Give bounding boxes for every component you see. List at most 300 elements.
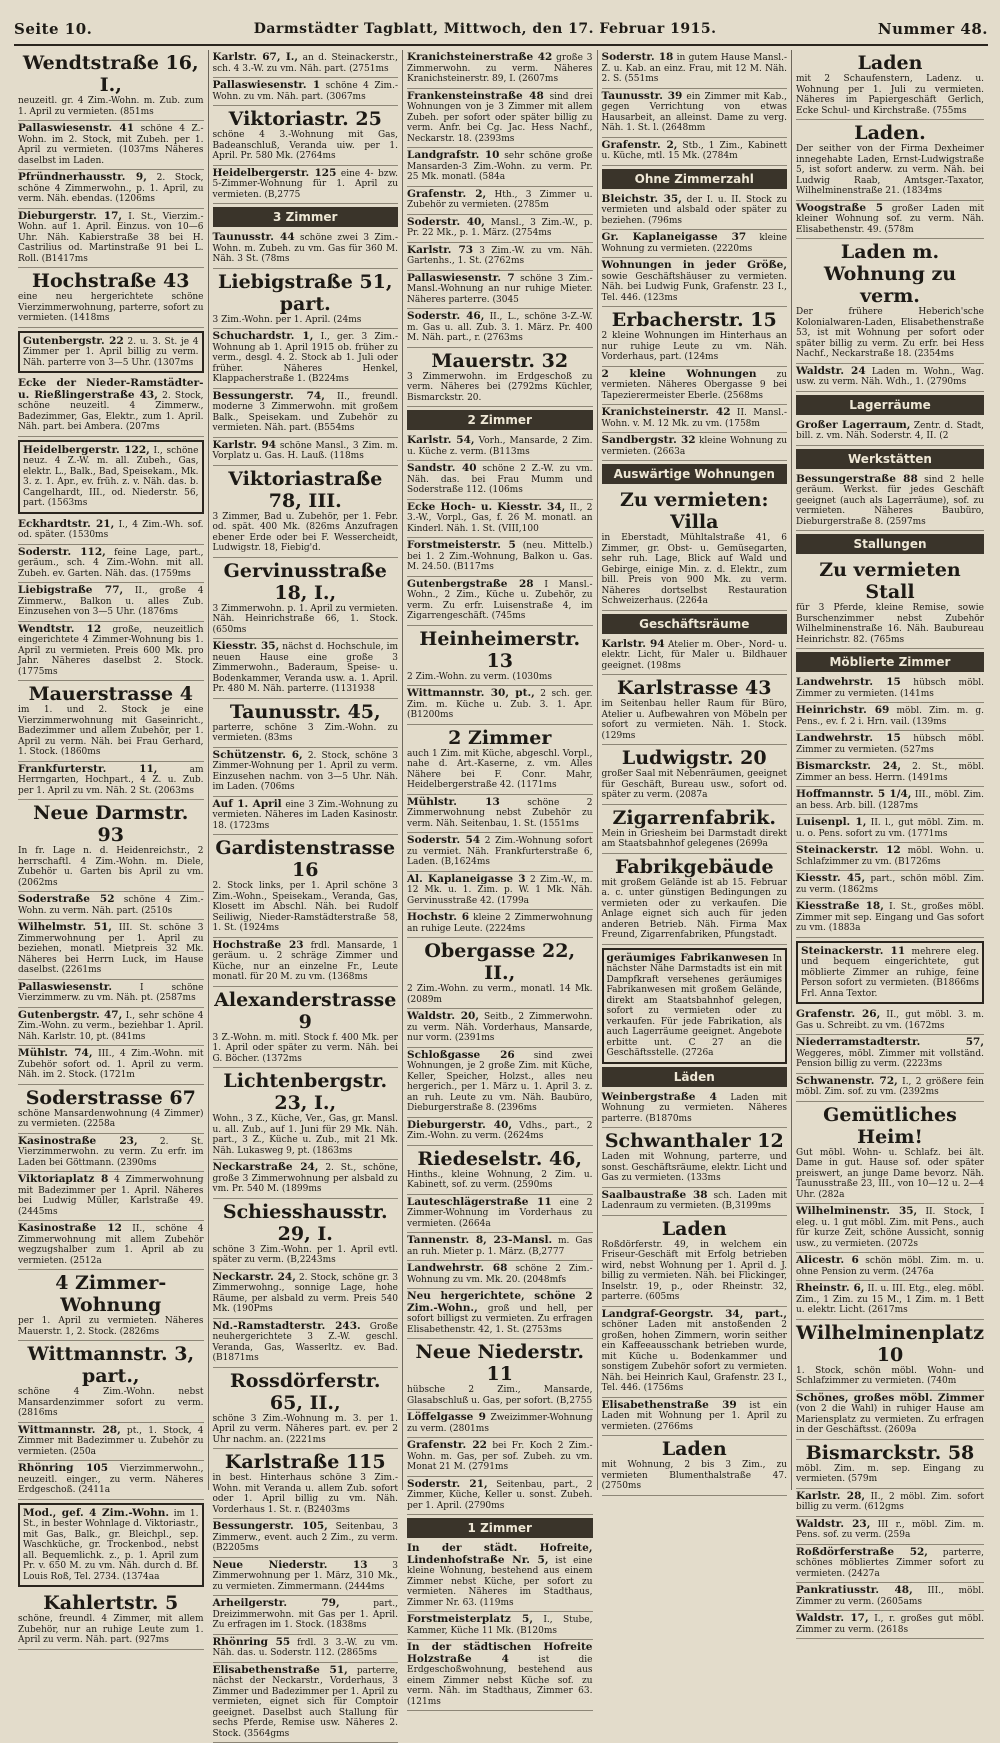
ad-heading: Karlstr. 94 [602, 638, 665, 650]
classified-ad [602, 192, 788, 231]
ad-text: schöne 3 Zim.-Wohn. per 1. April evtl. später zu verm. (B,2243ms [213, 1245, 399, 1266]
ad-heading: Laden [602, 1438, 788, 1460]
ad-text: 2 Zim.-Wohn. zu verm., monatl. 14 Mk. (2089m [407, 984, 593, 1005]
ad-text: ein Zimmer mit Kab., gegen Verrichtung von etwas Hausarbeit, an alleinst. Dame zu verg. Näh. 1. St. l. (2648mm [602, 92, 788, 134]
ad-heading: Sandbergstr. 32 [602, 434, 696, 446]
classified-ad [18, 920, 204, 980]
classified-ad [796, 703, 984, 731]
classified-ad [18, 800, 204, 892]
ad-heading: Wilhelminenplatz 10 [796, 1322, 984, 1366]
page-number: Seite 10. [14, 20, 92, 38]
classified-ad [796, 364, 984, 392]
ad-text: ist eine kleine Wohnung, bestehend aus einem Zimmer nebst Küche, per sofort zu vermieten. Näheres im Stadthaus, Zimmer Nr. 63. (119ms [407, 1556, 593, 1608]
ad-heading: Wilhelminenstr. 35, [796, 1205, 917, 1217]
ad-text: schöne Mansardenwohnung (4 Zimmer) zu vermieten. (2258a [18, 1109, 204, 1130]
classified-ad [213, 1519, 399, 1558]
ad-text: Hth., 3 Zimmer u. Zubehör zu vermieten. (2785m [407, 190, 593, 211]
ad-heading: Hochstr. 6 [407, 911, 469, 923]
classified-ad [796, 1440, 984, 1489]
ad-text: hübsch möbl. Zimmer zu vermieten. (527ms [796, 734, 984, 755]
ad-text: Gut möbl. Wohn- u. Schlafz. bei ält. Dame in gut. Hause sof. oder später preiswert, an junge Dame bevorz. Näh. Taunusstraße 23, III., von 10—12 u. 2—4 Uhr. (282a [796, 1148, 984, 1200]
column-3 [403, 50, 598, 1490]
ad-heading: 4 Zimmer-Wohnung [18, 1272, 204, 1316]
section-heading: Läden [602, 1067, 788, 1087]
classified-ad [407, 243, 593, 271]
ad-text: möbl. Zim. m. g. Pens., ev. f. 2 i. Hrn. vail. (139ms [796, 706, 984, 727]
classified-ad [213, 835, 399, 938]
classified-ad [602, 1216, 788, 1307]
ad-text: groß und hell, per sofort billigst zu vermieten. Zu erfragen Elisabethenstr. 42, 1. St. (2753ms [407, 1304, 593, 1335]
classified-ad [407, 89, 593, 149]
ad-heading: Waldstr. 17, [796, 1612, 869, 1624]
ad-heading: Bessungerstraße 88 [796, 473, 918, 485]
ad-heading: Neckarstr. 24, [213, 1271, 296, 1283]
classified-ad [602, 307, 788, 367]
ad-text: II., L., schöne 3-Z.-W. m. Gas u. all. Zub. 3. 1. März. Pr. 400 M. Näh. part., r. (2763ms [407, 312, 593, 343]
ad-heading: geräumiges Fabrikanwesen [607, 952, 769, 964]
ad-heading: Forstmeisterstr. 5 [407, 539, 516, 551]
column-5 [792, 50, 988, 1490]
ad-heading: Roßdörferstraße 52, [796, 1546, 928, 1558]
section-heading: 2 Zimmer [407, 410, 593, 430]
ad-heading: Soderstr. 40, [407, 216, 485, 228]
classified-ad [18, 209, 204, 269]
classified-ad [602, 487, 788, 611]
ad-heading: Kiesstr. 35, [213, 640, 280, 652]
page-header [14, 14, 988, 46]
ad-text: 2 kleine Wohnungen im Hinterhaus an nur ruhige Leute zu vm. Näh. Vorderhaus, part. (124ms [602, 331, 788, 362]
classified-ad [213, 438, 399, 466]
ad-heading: Bismarckstr. 58 [796, 1442, 984, 1464]
ad-text: frdl. Mansarde, 1 geräum. u. 2 schräge Zimmer und Küche, nur an einzelne Fr., Leute monatl. für 20 M. zu vm. (1368ms [213, 941, 399, 983]
ad-heading: 2 Zimmer [407, 727, 593, 749]
classified-ad [602, 230, 788, 258]
classified-ad [602, 405, 788, 433]
ad-heading: Luisenpl. 1, [796, 816, 866, 828]
ad-text: möbl. Wohn. u. Schlafzimmer zu vm. (B1726ms [796, 846, 984, 867]
classified-ad [213, 938, 399, 987]
ad-text: 3 Zimmerwohnung per 1. März, 310 Mk., zu vermieten. Zimmermann. (2444ms [213, 1561, 399, 1592]
ad-heading: Gutenbergstr. 47, [18, 1009, 122, 1021]
classified-ad [407, 500, 593, 539]
ad-heading: Pallaswiesenstr. 7 [407, 272, 515, 284]
ad-heading: Schloßgasse 26 [407, 1049, 515, 1061]
ad-text: große 3 Zimmerwohn. zu verm. Näheres Kranichsteinerstr. 89, I. (2607ms [407, 53, 593, 84]
classified-ad [407, 187, 593, 215]
ad-text: eine 4- bzw. 5-Zimmer-Wohnung für 1. April zu vermieten. (B,2775 [213, 169, 399, 200]
ad-heading: Schützenstr. 6, [213, 749, 303, 761]
ad-heading: Taunusstr. 39 [602, 90, 683, 102]
ad-heading: Auf 1. April [213, 798, 282, 810]
classified-ad [407, 1289, 593, 1339]
ad-text: 2 Zim.-Wohn. zu verm. (1030ms [407, 672, 552, 682]
ad-text: II. u. III. Etg., eleg. möbl. Zim., 1 Zim. zu 15 M., 1 Zim. m. 1 Bett u. elektr. Licht. (2617ms [796, 1284, 984, 1315]
ad-heading: Schwanthaler 12 [602, 1130, 788, 1152]
ad-heading: Kiesstr. 45, [796, 872, 865, 884]
ad-heading: Arheilgerstr. 79, [213, 1597, 340, 1609]
ad-heading: Waldstr. 24 [796, 365, 866, 377]
ad-text: möbl. Zim. m. sep. Eingang zu vermieten. (579m [796, 1464, 984, 1485]
ad-heading: Wittmannstr. 30, pt., [407, 687, 535, 699]
ad-text: I., Stube, Kammer, Küche 11 Mk. (B120ms [407, 1615, 593, 1636]
ad-heading: Hochstraße 43 [18, 270, 204, 292]
classified-ad [213, 797, 399, 836]
ad-text: Wohn., 3 Z., Küche, Ver., Gas, gr. Mansl. u. all. Zub., auf 1. Juni für 29 Mk. Näh. part., 3 Z., Küche u. Zub., mit 21 Mk. Näh. Lukasweg 9, pt. (1863ms [213, 1114, 399, 1156]
ad-heading: Wittmannstr. 28, [18, 1424, 121, 1436]
ad-heading: Neue Niederstr. 11 [407, 1341, 593, 1385]
classified-ad [18, 1423, 204, 1462]
ad-heading: Kasinostraße 12 [18, 1222, 122, 1234]
ad-heading: Gardistenstrasse 16 [213, 837, 399, 881]
classified-ad [407, 1410, 593, 1438]
classified-ad [602, 745, 788, 805]
section-heading: Werkstätten [796, 449, 984, 469]
ad-text: I. St., Vierzim.-Wohn. auf 1. April. Einzus. von 10—6 Uhr. Näh. Kabierstraße 38 bei H. Castrilius od. Martinstraße 91 bei L. Roll. (B1417ms [18, 212, 204, 264]
classified-ad [407, 1009, 593, 1048]
section-heading: Möblierte Zimmer [796, 652, 984, 672]
ad-heading: Landwehrstr. 68 [407, 1262, 507, 1274]
ad-text: II. Stock, I eleg. u. 1 gut möbl. Zim. mit Pens., auch für kurze Zeit, schöne Aussicht, sonnig usw., zu vermieten. (2072s [796, 1207, 984, 1249]
ad-heading: Wittmannstr. 3, part., [18, 1343, 204, 1387]
ad-text: Große neuhergerichtete 3 Z.-W. geschl. Veranda, Gas, Wasserltz. ev. Bad. (B1871ms [213, 1322, 399, 1364]
ad-text: Atelier m. Ober-, Nord- u. elektr. Licht, für Maler u. Bildhauer geeignet. (198ms [602, 640, 788, 671]
classified-ad [796, 675, 984, 703]
ad-heading: Nd.-Ramstadterstr. 243. [213, 1320, 361, 1332]
ad-heading: Heidelbergerstr. 125 [213, 167, 337, 179]
classified-ad [18, 892, 204, 920]
ad-text: III. St. schöne 3 Zimmerwohnung per 1. April zu beziehen, monatl. Mietpreis 32 Mk. Näheres bei Herrn Luck, im Hause daselbst. (2261ms [18, 923, 204, 975]
ad-heading: Dieburgerstr. 40, [407, 1119, 512, 1131]
ad-text: 3 Zimmerwohn. im Erdgeschoß zu verm. Näheres bei (2792ms Küchler, Bismarckstr. 20. [407, 372, 593, 403]
ad-text: Zentr. d. Stadt, bill. z. vm. Näh. Soderstr. 4, II. (2 [796, 421, 984, 442]
ad-heading: Karlstr. 28, [796, 1490, 865, 1502]
ad-heading: Heinheimerstr. 13 [407, 628, 593, 672]
ad-text: 2. Stock, schöne 4 Zimmerwohn., p. 1. April, zu verm. Näh. ebendas. (1206ms [18, 173, 204, 204]
ad-heading: Laden m. Wohnung zu verm. [796, 241, 984, 307]
ad-heading: Rhönring 55 [213, 1636, 291, 1648]
ad-text: mit Wohnung, 2 bis 3 Zim., zu vermieten Blumenthalstraße 47. (2750ms [602, 1460, 788, 1491]
classified-ad [213, 1270, 399, 1319]
newspaper-title: Darmstädter Tagblatt, Mittwoch, den 17. Februar 1915. [254, 21, 717, 37]
section-heading: Ohne Zimmerzahl [602, 169, 788, 189]
ad-text: 3 Z.-Wohn. m. mitl. Stock f. 400 Mk. per 1. April oder später zu verm. Näh. bei G. Böcher. (1372ms [213, 1033, 399, 1064]
ad-text: sind drei Wohnungen von je 3 Zimmer mit allem Zubeh. per sofort oder später billig zu verm. Anfr. bei Cg. Jac. Hess Nachf., Neckarstr. 18. (2393ms [407, 92, 593, 144]
classified-ad [407, 461, 593, 500]
classified-ad [407, 577, 593, 626]
ad-text: II., schöne 4 Zimmerwohnung mit allem Zubehör wegzugshalber zum 1. April ab zu vermieten. (2512a [18, 1224, 204, 1266]
classified-ad [213, 1663, 399, 1743]
ad-text: 1. Stock, schön möbl. Wohn- und Schlafzimmer zu vermieten. (740m [796, 1366, 984, 1387]
classified-ad [602, 50, 788, 89]
classified-ad [602, 258, 788, 307]
ad-text: sowie Geschäftshäuser zu vermieten. Näh. bei Ludwig Funk, Grafenstr. 23 I., Tel. 446. (123ms [602, 272, 788, 303]
ad-heading: Soderstraße 52 [18, 893, 115, 905]
ad-text: I., 4 Zim.-Wh. sof. od. später. (1530ms [18, 520, 204, 541]
ad-text: schöne 2 Zim.-Wohnung zu vm. Mk. 20. (2048mfs [407, 1264, 593, 1285]
ad-heading: Mod., gef. 4 Zim.-Wohn. [23, 1507, 169, 1519]
classified-ad [407, 1339, 593, 1410]
classified-ad [213, 639, 399, 699]
ad-text: III., möbl. Zim. an bess. Arb. bill. (1287ms [796, 790, 984, 811]
ad-heading: Soderstrasse 67 [18, 1087, 204, 1109]
classified-ad [18, 762, 204, 801]
classified-ad [796, 1611, 984, 1639]
classified-ad [407, 833, 593, 872]
classified-ad [602, 1188, 788, 1216]
ad-text: I., ger. 3 Zim.-Wohnung ab 1. April 1915 ob. früher zu verm., desgl. 4. 2. Stock ab 1. Juli oder früher. Näheres Henkel, Klappacherstraße 1. (B224ms [213, 332, 399, 384]
classified-ad [213, 389, 399, 438]
ad-text: pt., 1. Stock, 4 Zimmer mit Badezimmer u. Zubehör zu vermieten. (250a [18, 1426, 204, 1457]
ad-text: 2. Stock, schöne neuzeitl. 4 Zimmerw., Badezimmer, Gas, Elektr., zum 1. April. Näh. part. bei Ambera. (207ms [18, 391, 204, 433]
ad-heading: Schönes, großes möbl. Zimmer [796, 1392, 984, 1404]
ad-heading: Pallaswiesenstr. [18, 981, 112, 993]
ad-heading: Laden. [796, 122, 984, 144]
ad-heading: In der städt. Hofreite, Lindenhofstraße Nr. 5, [407, 1542, 593, 1566]
ad-text: sind zwei Wohnungen, je 2 große Zim. mit Küche, Keller, Speicher, Holzst., alles neu hergerich., per 1. März u. 1. April 3. z. an ruh. Leute zu vm. Näh. Baubüro, Dieburgerstraße 8. (2396ms [407, 1051, 593, 1114]
ad-text: schöne 4 Z.-Wohn. im 2. Stock, mit Zubeh. per 1. April zu vermieten. (1037ms Näheres daselbst im Laden. [18, 124, 204, 166]
ad-text: eine 3 Zim.-Wohnung zu vermieten. Näheres im Laden Kasinostr. 18. (1723ms [213, 800, 399, 831]
ad-text: III r., möbl. Zim. m. Pens. sof. zu verm. (259a [796, 1520, 984, 1541]
ad-text: Weggeres, möbl. Zimmer mit vollständ. Pension billig zu verm. (2223ms [796, 1049, 984, 1070]
classified-ad [796, 1074, 984, 1102]
ad-heading: Karlstr. 54, [407, 434, 475, 446]
ad-heading: Gr. Kaplaneigasse 37 [602, 231, 747, 243]
ad-heading: Elisabethenstraße 51, [213, 1664, 348, 1676]
section-heading: Stallungen [796, 534, 984, 554]
ad-text: Zweizimmer-Wohnung zu verm. (2801ms [407, 1413, 592, 1434]
ad-heading: Frankensteinstraße 48 [407, 90, 544, 102]
ad-text: 2. Stock links, per 1. April schöne 3 Zim.-Wohn., Speisekam., Veranda, Gas, Klosett im Abschl. Näh. bei Rudolf Seiliwig, Nieder-Ramstädterstraße 58, 1. St. (1924ms [213, 881, 399, 933]
ad-text: am Herrngarten, Hochpart., 4 Z. u. Zub. per 1. April zu vm. Näh. 2 St. (2063ms [18, 765, 204, 796]
ad-text: schöne, freundl. 4 Zimmer, mit allem Zubehör, nur an ruhige Leute zum 1. April zu verm. Näh. part. (927ms [18, 1614, 204, 1645]
classified-ad [18, 170, 204, 209]
ad-heading: Fabrikgebäude [602, 856, 788, 878]
classified-ad [18, 517, 204, 545]
ad-heading: Schuchardstr. 1, [213, 330, 314, 342]
ad-text: großer Laden mit kleiner Wohnung sof. zu verm. Näh. Elisabethenstr. 49. (578m [796, 204, 984, 235]
classified-ad [796, 557, 984, 649]
ad-text: 4 Zimmerwohnung mit Badezimmer per 1. April. Näheres bei Ludwig Müller, Karlstraße 49. (2445ms [18, 1175, 204, 1217]
ad-text: III., möbl. Zimmer zu verm. (2605ams [796, 1586, 984, 1607]
classified-ad [18, 1341, 204, 1423]
ad-heading: Pallaswiesenstr. 1 [213, 79, 321, 91]
classified-ad [602, 367, 788, 406]
classified-ad [18, 440, 204, 514]
ad-heading: Ecke Hoch- u. Kiesstr. 34, [407, 501, 565, 513]
ad-heading: Bessungerstr. 74, [213, 390, 325, 402]
ad-heading: Mauerstrasse 4 [18, 683, 204, 705]
ad-heading: Soderstr. 54 [407, 834, 480, 846]
classified-ad [796, 843, 984, 871]
classified-ad [213, 1160, 399, 1199]
ad-text: schöne 4 Zim.-Wohn. zu vm. Näh. part. (3067ms [213, 81, 399, 102]
ad-text: zu vermieten. Näheres Obergasse 9 bei Tapezierermeister Eberle. (2568ms [602, 370, 788, 401]
ad-heading: Zigarrenfabrik. [602, 807, 788, 829]
classified-ad [602, 1307, 788, 1398]
ad-text: eine 2 Zimmer-Wohnung im Vorderhaus zu vermieten. (2664a [407, 1198, 593, 1229]
ad-text: II. l., gut möbl. Zim. m. u. o. Pens. sofort zu vm. (1771ms [796, 818, 984, 839]
ad-heading: Pfründnerhausstr. 9, [18, 171, 147, 183]
ad-heading: Rhönring 105 [18, 1462, 108, 1474]
ad-heading: Wilhelmstr. 51, [18, 921, 112, 933]
ad-heading: Sandstr. 40 [407, 462, 477, 474]
ad-heading: Saalbaustraße 38 [602, 1189, 708, 1201]
ad-heading: Laden [796, 52, 984, 74]
ad-text: ist ein Laden mit Wohnung per 1. April zu vermieten. (2766ms [602, 1401, 788, 1432]
ad-text: 2 sch. ger. Zim. m. Küche u. Zub. 3. 1. Apr. (B1200ms [407, 689, 593, 720]
classified-ad [602, 637, 788, 676]
ad-text: schöne Mansl., 3 Zim. m. Vorplatz u. Gas. H. Lauß. (118ms [213, 441, 399, 462]
ad-heading: Erbacherstr. 15 [602, 309, 788, 331]
classified-ad [407, 795, 593, 834]
classified-ad [18, 1134, 204, 1173]
ad-heading: Elisabethenstraße 39 [602, 1399, 737, 1411]
ad-heading: Mauerstr. 32 [407, 350, 593, 372]
ad-text: sch. Laden mit Ladenraum zu vermieten. (B,3199ms [602, 1191, 788, 1212]
ad-text: part., schön möbl. Zim. zu verm. (1862ms [796, 874, 984, 895]
classified-ad [796, 871, 984, 899]
classified-ad [407, 348, 593, 408]
classified-ad [602, 89, 788, 138]
ad-text: große, neuzeitlich eingerichtete 4 Zimmer-Wohnung bis 1. April zu vermieten. Preis 600 Mk. pro Jahr. Näheres daselbst 2. Stock. (1775ms [18, 625, 204, 677]
classified-ad [213, 269, 399, 330]
ad-text: 3 Zim.-W. zu vm. Näh. Gartenhs., 1. St. (2762ms [407, 246, 593, 267]
ad-text: II. Mansl.-Wohn. v. M. 12 Mk. zu vm. (1758m [602, 408, 788, 429]
ad-text: hübsche 2 Zim., Mansarde, Glasabschluß u. Gas, per sofort. (B,2755 [407, 1385, 593, 1406]
ad-heading: Landwehrstr. 15 [796, 676, 901, 688]
classified-ad [18, 1503, 204, 1588]
ad-heading: Schiesshausstr. 29, I. [213, 1201, 399, 1245]
ad-heading: Viktoriastraße 78, III. [213, 468, 399, 512]
ad-text: mit 2 Schaufenstern, Ladenz. u. Wohnung per 1. Juli zu vermieten. Näheres im Papiergeschäft Gerlich, Ecke Schul- und Kirchstraße. (755ms [796, 74, 984, 116]
ad-text: kleine Wohnung zu vermieten. (2663a [602, 436, 788, 457]
ad-heading: Gutenbergstr. 22 [23, 335, 124, 347]
ad-text: schöne 2 Zimmerwohnung nebst Zubehör zu verm. Näh. Seitenbau, 1. St. (1551ms [407, 798, 593, 829]
ad-heading: Pallaswiesenstr. 41 [18, 122, 134, 134]
ad-heading: Hochstraße 23 [213, 939, 304, 951]
classified-ad [796, 759, 984, 787]
ad-heading: Alicestr. 6 [796, 1254, 859, 1266]
classified-ad [796, 899, 984, 938]
ad-text: In fr. Lage n. d. Heidenreichstr., 2 herrschaftl. 4 Zim.-Wohn. m. Diele, Zubehör u. Garten bis April zu vm. (2062ms [18, 846, 204, 888]
classified-ad [407, 1261, 593, 1289]
ad-text: schöne 2 Z.-W. zu vm. Näh. das. bei Frau Mumm und Soderstraße 112. (106ms [407, 464, 593, 495]
ad-heading: Kranichsteinerstr. 42 [602, 406, 731, 418]
classified-ad [796, 1320, 984, 1391]
ad-heading: Lauteschlägerstraße 11 [407, 1196, 552, 1208]
ad-text: parterre, schöne 3 Zim.-Wohn. zu vermieten. (83ms [213, 723, 399, 744]
ad-text: I., r. großes gut möbl. Zimmer zu verm. (2618s [796, 1614, 984, 1635]
classified-ad [602, 138, 788, 166]
ad-heading: Grafenstr. 22 [407, 1439, 487, 1451]
ad-heading: Neue Niederstr. 13 [213, 1559, 368, 1571]
ad-text: sind 2 helle geräum. Werkst. für jedes Geschäft geeignet (auch als Lagerräume), sof. zu vermieten. Näheres Baubüro, Dieburgerstraße 8. (2597ms [796, 475, 984, 527]
classified-ad [213, 1635, 399, 1663]
classified-ad [796, 815, 984, 843]
ad-heading: Niederramstadterstr. 57, [796, 1036, 984, 1048]
ad-text: kleine Wohnung zu vermieten. (2220ms [602, 233, 787, 254]
classified-ad [796, 941, 984, 1005]
classified-ad [602, 854, 788, 945]
ad-heading: Bleichstr. 35, [602, 193, 682, 205]
classified-ad [407, 1146, 593, 1195]
ad-heading: Karlstr. 94 [213, 439, 277, 451]
ad-text: mehrere eleg. und bequem eingerichtete, gut möblierte Zimmer an ruhige, feine Person sofort zu vermieten. (B1866ms Frl. Anna Textor. [801, 947, 979, 999]
ad-heading: Kasinostraße 23, [18, 1135, 138, 1147]
ad-heading: Taunusstr. 44 [213, 231, 295, 243]
ad-heading: Großer Lagerraum, [796, 419, 910, 431]
ad-text: I schöne Vierzimmerw. zu vm. Näh. pt. (2587ms [18, 983, 204, 1004]
section-heading: Geschäftsräume [602, 614, 788, 634]
classified-ad [796, 1517, 984, 1545]
ad-heading: Neu hergerichtete, schöne 2 Zim.-Wohn., [407, 1290, 593, 1314]
classified-ad [407, 148, 593, 187]
ad-text: schöne 4 Zim.-Wohn. zu verm. Näh. part. (2510s [18, 895, 204, 916]
classified-ad [407, 1612, 593, 1640]
classified-ad [796, 418, 984, 446]
ad-heading: Neckarstraße 24, [213, 1161, 319, 1173]
classified-ad [407, 1233, 593, 1261]
classified-ad [796, 50, 984, 120]
ad-text: in gutem Hause Mansl.-Z. u. Kab. an einz. Frau, mit 12 M. Näh. 2. S. (551ms [602, 53, 788, 84]
classified-columns [14, 50, 988, 1490]
classified-ad [407, 1438, 593, 1477]
ad-heading: Pankratiusstr. 48, [796, 1584, 913, 1596]
ad-text: im Seitenbau heller Raum für Büro, Atelier u. Aufbewahren von Möbeln per sofort zu vermieten. Näh. 1. Stock. (129ms [602, 699, 788, 741]
classified-ad [796, 1204, 984, 1253]
ad-heading: Bismarckstr. 24, [796, 760, 901, 772]
classified-ad [796, 1007, 984, 1035]
classified-ad [796, 731, 984, 759]
classified-ad [407, 626, 593, 687]
classified-ad [796, 120, 984, 201]
classified-ad [602, 675, 788, 745]
ad-heading: Zu vermieten: Villa [602, 489, 788, 533]
ad-text: Vierzimmerwohn., neuzeitl. einger., zu verm. Näheres Erdgeschoß. (2411a [18, 1464, 204, 1495]
classified-ad [796, 1391, 984, 1440]
classified-ad [407, 938, 593, 1009]
ad-heading: Frankfurterstr. 11, [18, 763, 157, 775]
ad-text: schöner Laden mit anstoßenden 2 großen, hohen Zimmern, worin seither ein Kaffeeausschank betrieben wurde, mit Küche u. Bodenkammer und sonstigem Zubehör sofort zu vermieten. Näh. bei Heinrich Kaul, Grafenstr. 23 I., Tel. 446. (1756ms [602, 1320, 788, 1393]
ad-heading: Forstmeisterplatz 5, [407, 1613, 533, 1625]
ad-heading: 2 kleine Wohnungen [602, 368, 757, 380]
classified-ad [796, 239, 984, 364]
ad-text: der I. u. II. Stock zu vermieten und alsbald oder später zu beziehen. (796ms [602, 195, 788, 226]
ad-text: I Mansl.-Wohn., 2 Zim., Küche u. Zubehör, zu verm. Zu erfr. Luisenstraße 4, im Zigarrengeschäft. (745ms [407, 580, 593, 622]
section-heading: Lagerräume [796, 395, 984, 415]
ad-text: II., gut möbl. 3. m. Gas u. Schreibt. zu vm. (1672ms [796, 1010, 984, 1031]
ad-heading: Landgrafstr. 10 [407, 149, 499, 161]
classified-ad [407, 1541, 593, 1612]
classified-ad [213, 1199, 399, 1270]
section-heading: 3 Zimmer [213, 207, 399, 227]
ad-heading: Grafenstr. 2, [407, 188, 486, 200]
ad-text: schöne 3 Zim.-Mansl.-Wohnung an nur ruhige Mieter. Näheres parterre. (3045 [407, 274, 593, 305]
ad-heading: Taunusstr. 45, [213, 701, 399, 723]
classified-ad [18, 1046, 204, 1085]
classified-ad [602, 1398, 788, 1437]
ad-text: in Eberstadt, Mühltalstraße 41, 6 Zimmer, gr. Obst- u. Gemüsegarten, sehr ruh. Lage, Blick auf Wald und Gebirge, einige Min. z. d. Elektr., zum bill. Preis von 900 Mk. zu verm. Näheres dortselbst Restauration Schweizerhaus. (2264a [602, 533, 788, 606]
classified-ad [18, 681, 204, 762]
ad-heading: Laden [602, 1218, 788, 1240]
ad-heading: Wohnungen in jeder Größe, [602, 259, 788, 271]
ad-heading: Lichtenbergstr. 23, I., [213, 1070, 399, 1114]
ad-text: 2. Stock, schöne gr. 3 Zimmerwohng., sonnige Lage, hohe Räume, per alsbald zu verm. Preis 540 Mk. (190Pms [213, 1273, 399, 1315]
ad-text: im 1. St., in bester Wohnlage d. Viktoriastr., mit Gas, Balk., gr. Bleichpl., sep. Waschküche, gr. Trockenbod., nebst all. Bequemlichk. z., p. 1. April zum Pr. v. 650 M. zu vm. Näh. durch d. Bf. Louis Roß, Tel. 2734. (1374aa [23, 1509, 199, 1582]
ad-text: auch 1 Zim. mit Küche, abgeschl. Vorpl., nahe d. Art.-Kaserne, z. vm. Alles Nähere bei F. Conr. Mahr, Heidelbergerstraße 42. (1171ms [407, 749, 593, 791]
classified-ad [796, 1583, 984, 1611]
ad-heading: Steinackerstr. 12 [796, 844, 901, 856]
